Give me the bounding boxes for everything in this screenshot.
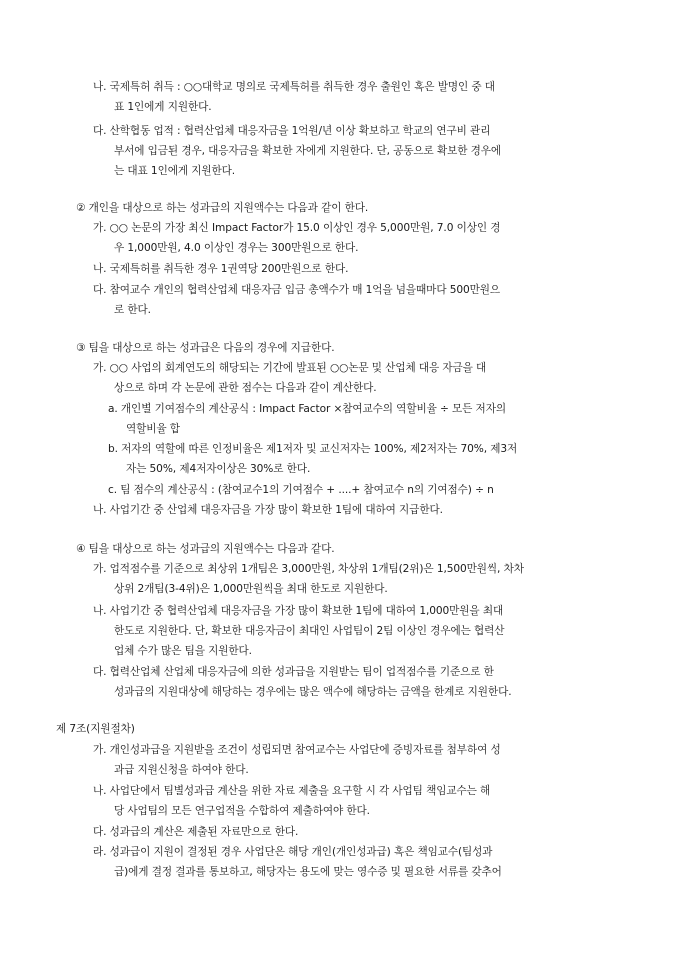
text-line: 당 사업팀의 모든 연구업적을 수합하여 제출하여야 한다.	[114, 805, 370, 817]
text-line: c. 팀 점수의 계산공식 : (참여교수1의 기여점수 + ....+ 참여교수 n의 기여점수) ÷ n	[108, 484, 494, 496]
text-line: 가. ○○ 논문의 가장 최신 Impact Factor가 15.0 이상인 경우 5,000만원, 7.0 이상인 경	[93, 222, 501, 234]
text-line: 표 1인에게 지원한다.	[114, 101, 212, 113]
text-line: 나. 사업기간 중 산업체 대응자금을 가장 많이 확보한 1팀에 대하여 지급한다.	[93, 504, 443, 516]
text-line: 제 7조(지원절차)	[56, 723, 135, 735]
text-line: 업체 수가 많은 팀을 지원한다.	[114, 645, 252, 657]
text-line: 상위 2개팀(3-4위)은 1,000만원씩을 최대 한도로 지원한다.	[114, 583, 388, 595]
text-line: ③ 팀을 대상으로 하는 성과급은 다음의 경우에 지급한다.	[76, 342, 335, 354]
text-line: 다. 성과급의 계산은 제출된 자료만으로 한다.	[93, 826, 299, 838]
text-line: 다. 산학협동 업적 : 협력산업체 대응자금을 1억원/년 이상 확보하고 학교의 연구비 관리	[93, 125, 491, 137]
text-line: 우 1,000만원, 4.0 이상인 경우는 300만원으로 한다.	[114, 242, 359, 254]
text-line: 과급 지원신청을 하여야 한다.	[114, 764, 249, 776]
text-line: 라. 성과급이 지원이 결정된 경우 사업단은 해당 개인(개인성과급) 혹은 책임교수(팀성과	[93, 846, 493, 858]
text-line: 나. 국제특허 취득 : ○○대학교 명의로 국제특허를 취득한 경우 출원인 혹은 발명인 중 대	[93, 81, 495, 93]
text-line: 다. 참여교수 개인의 협력산업체 대응자금 입금 총액수가 매 1억을 넘을때마다 500만원으	[93, 284, 501, 296]
text-line: 가. ○○ 사업의 회계연도의 해당되는 기간에 발표된 ○○논문 및 산업체 대응 자금을 대	[93, 362, 487, 374]
text-line: 로 한다.	[114, 304, 151, 316]
text-line: 나. 국제특허를 취득한 경우 1권역당 200만원으로 한다.	[93, 263, 349, 275]
text-line: ④ 팀을 대상으로 하는 성과급의 지원액수는 다음과 같다.	[76, 543, 335, 555]
text-line: b. 저자의 역할에 따른 인정비율은 제1저자 및 교신저자는 100%, 제2저자는 70%, 제3저	[108, 443, 518, 455]
text-line: 가. 업적점수를 기준으로 최상위 1개팀은 3,000만원, 차상위 1개팀(2위)은 1,500만원씩, 차차	[93, 563, 524, 575]
text-line: a. 개인별 기여점수의 계산공식 : Impact Factor ×참여교수의 역할비율 ÷ 모든 저자의	[108, 403, 506, 415]
text-line: 가. 개인성과급을 지원받을 조건이 성립되면 참여교수는 사업단에 증빙자료를 첨부하여 성	[93, 744, 501, 756]
text-line: ② 개인을 대상으로 하는 성과급의 지원액수는 다음과 같이 한다.	[76, 202, 369, 214]
text-line: 나. 사업단에서 팀별성과급 계산을 위한 자료 제출을 요구할 시 각 사업팀 책임교수는 해	[93, 785, 491, 797]
text-line: 나. 사업기간 중 협력산업체 대응자금을 가장 많이 확보한 1팀에 대하여 1,000만원을 최대	[93, 605, 504, 617]
text-line: 다. 협력산업체 산업체 대응자금에 의한 성과급을 지원받는 팀이 업적점수를 기준으로 한	[93, 666, 494, 678]
text-line: 상으로 하며 각 논문에 관한 점수는 다음과 같이 계산한다.	[114, 382, 377, 394]
text-line: 성과급의 지원대상에 해당하는 경우에는 많은 액수에 해당하는 금액을 한계로 지원한다.	[114, 686, 512, 698]
text-line: 역할비율 합	[126, 423, 180, 435]
text-line: 자는 50%, 제4저자이상은 30%로 한다.	[126, 463, 311, 475]
text-line: 한도로 지원한다. 단, 확보한 대응자금이 최대인 사업팀이 2팀 이상인 경우에는 협력산	[114, 625, 505, 637]
text-line: 부서에 입금된 경우, 대응자금을 확보한 자에게 지원한다. 단, 공동으로 확보한 경우에	[114, 145, 502, 157]
text-line: 는 대표 1인에게 지원한다.	[114, 165, 236, 177]
text-line: 급)에게 결정 결과를 통보하고, 해당자는 용도에 맞는 영수증 및 필요한 서류를 갖추어	[114, 866, 502, 878]
